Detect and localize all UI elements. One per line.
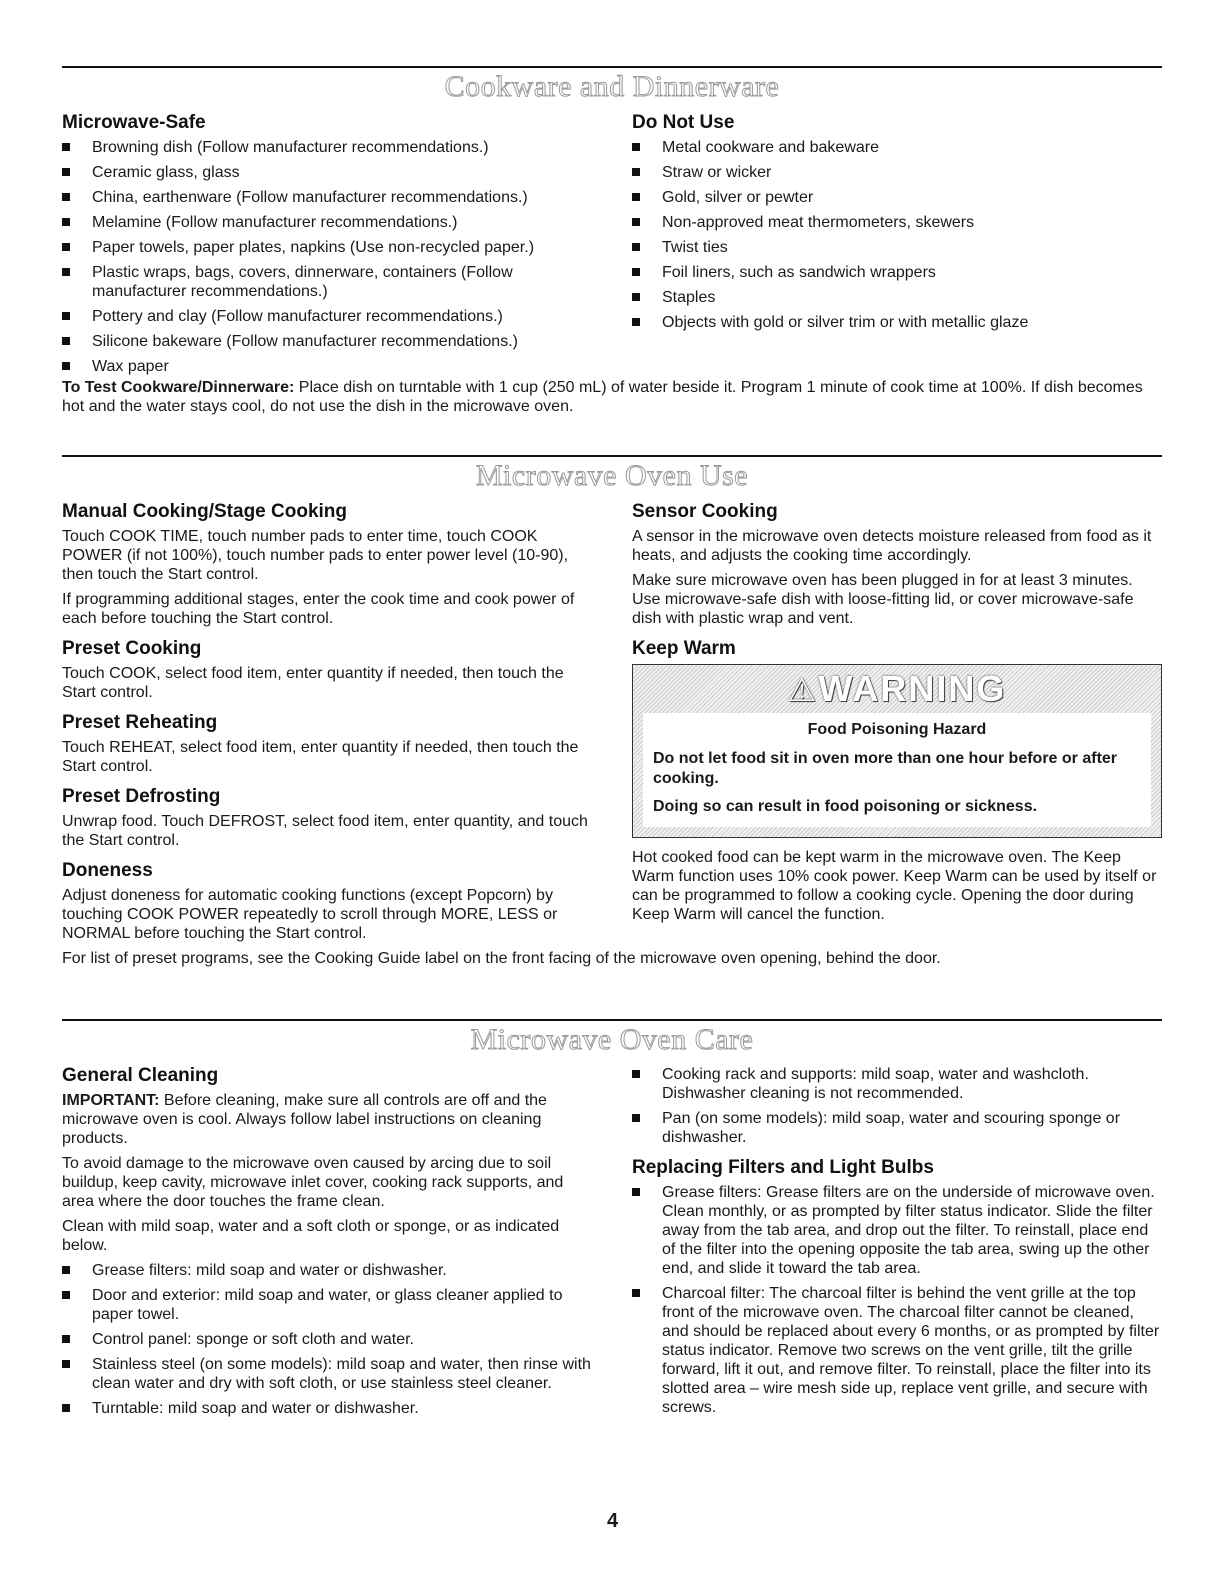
do-not-use-list (632, 138, 1162, 332)
microwave-safe-column (62, 112, 592, 382)
microwave-safe-heading: Microwave-Safe (62, 112, 206, 133)
use-right-column (632, 501, 1162, 949)
list-item: Gold, silver or pewter (632, 188, 1162, 207)
warning-line-2: Doing so can result in food poisoning or sickness. (653, 798, 1038, 815)
section-title: Microwave Oven Care (470, 1023, 754, 1056)
list-item: Wax paper (62, 357, 592, 376)
test-cookware-label: To Test Cookware/Dinnerware: (62, 379, 295, 396)
oven-care-section (62, 1019, 1162, 1424)
list-item: Silicone bakeware (Follow manufacturer recommendations.) (62, 332, 592, 351)
important-label: IMPORTANT: (62, 1092, 160, 1109)
list-item: Control panel: sponge or soft cloth and water. (62, 1330, 592, 1349)
list-item: Pottery and clay (Follow manufacturer recommendations.) (62, 307, 592, 326)
important-text: Before cleaning, make sure all controls are off and the microwave oven is cool. Always follow label instructions on cleaning products. (62, 1092, 547, 1147)
general-cleaning-heading: General Cleaning (62, 1065, 219, 1086)
hazard-title: Food Poisoning Hazard (807, 721, 987, 738)
care-right-column (632, 1065, 1162, 1424)
list-item: Grease filters: Grease filters are on the underside of microwave oven. Clean monthly, or as prompted by filter status indicator. Slide the filter away from the tab area, and drop out the filter. To reinstall, place end of the filter into the opening opposite the tab area, swing up the other end, and slide it toward the tab area. (632, 1183, 1162, 1278)
list-item: Objects with gold or silver trim or with metallic glaze (632, 313, 1162, 332)
preset-cooking-text: Touch COOK, select food item, enter quantity if needed, then touch the Start control. (62, 665, 564, 701)
list-item: Straw or wicker (632, 163, 1162, 182)
list-item: Paper towels, paper plates, napkins (Use non-recycled paper.) (62, 238, 592, 257)
page-number: 4 (606, 1510, 619, 1532)
cookware-section (62, 66, 1162, 422)
do-not-use-heading: Do Not Use (632, 112, 735, 133)
manual-cooking-p2: If programming additional stages, enter the cook time and cook power of each before touching the Start control. (62, 591, 575, 627)
list-item: Staples (632, 288, 1162, 307)
preset-cooking-heading: Preset Cooking (62, 638, 202, 659)
use-left-column (62, 501, 592, 949)
sensor-cooking-p2: Make sure microwave oven has been plugged in for at least 3 minutes. Use microwave-safe dish with loose-fitting lid, or cover microwave-safe dish with plastic wrap and vent. (632, 572, 1134, 627)
sensor-cooking-p1: A sensor in the microwave oven detects moisture released from food as it heats, and adjusts the cooking time accordingly. (632, 528, 1152, 564)
list-item: China, earthenware (Follow manufacturer recommendations.) (62, 188, 592, 207)
preset-reheating-heading: Preset Reheating (62, 712, 218, 733)
section-rule (62, 66, 1162, 68)
replacing-filters-heading: Replacing Filters and Light Bulbs (632, 1157, 934, 1178)
care-left-column (62, 1065, 592, 1424)
list-item: Browning dish (Follow manufacturer recommendations.) (62, 138, 592, 157)
do-not-use-column (632, 112, 1162, 382)
section-rule (62, 1019, 1162, 1021)
cookware-header (62, 66, 1162, 116)
microwave-safe-list (62, 138, 592, 376)
test-cookware-text: Place dish on turntable with 1 cup (250 mL) of water beside it. Program 1 minute of cook time at 100%. If dish becomes hot and the water stays cool, do not use the dish in the microwave oven. (62, 379, 1143, 415)
oven-use-section (62, 455, 1162, 974)
keep-warm-heading: Keep Warm (632, 638, 736, 659)
oven-use-header (62, 455, 1162, 505)
warning-banner (643, 665, 1151, 713)
section-rule (62, 455, 1162, 457)
list-item: Door and exterior: mild soap and water, or glass cleaner applied to paper towel. (62, 1286, 592, 1324)
warning-body (643, 713, 1151, 827)
warning-line-1: Do not let food sit in oven more than one hour before or after cooking. (653, 750, 1118, 787)
list-item: Pan (on some models): mild soap, water and scouring sponge or dishwasher. (632, 1109, 1162, 1147)
warning-box (632, 664, 1162, 838)
list-item: Turntable: mild soap and water or dishwasher. (62, 1399, 592, 1418)
section-title: Cookware and Dinnerware (444, 70, 780, 103)
general-cleaning-list (62, 1261, 592, 1418)
sensor-cooking-heading: Sensor Cooking (632, 501, 778, 522)
doneness-text: Adjust doneness for automatic cooking functions (except Popcorn) by touching COOK POWER repeatedly to scroll through MORE, LESS or NORMAL before touching the Start control. (62, 887, 558, 942)
list-item: Foil liners, such as sandwich wrappers (632, 263, 1162, 282)
list-item: Plastic wraps, bags, covers, dinnerware, containers (Follow manufacturer recommendations.) (62, 263, 592, 301)
preset-defrosting-heading: Preset Defrosting (62, 786, 221, 807)
oven-care-header (62, 1019, 1162, 1069)
care-right-list (632, 1065, 1162, 1147)
list-item: Non-approved meat thermometers, skewers (632, 213, 1162, 232)
test-cookware-paragraph (62, 378, 1162, 416)
replacing-filters-list (632, 1183, 1162, 1417)
keep-warm-text: Hot cooked food can be kept warm in the microwave oven. The Keep Warm function uses 10% cook power. Keep Warm can be used by itself or can be programmed to follow a cooking cycle. Opening the door during Keep Warm will cancel the function. (632, 849, 1157, 923)
section-title: Microwave Oven Use (475, 459, 749, 492)
list-item: Stainless steel (on some models): mild soap and water, then rinse with clean water and dry with soft cloth, or use stainless steel cleaner. (62, 1355, 592, 1393)
list-item: Twist ties (632, 238, 1162, 257)
list-item: Cooking rack and supports: mild soap, water and washcloth. Dishwasher cleaning is not recommended. (632, 1065, 1162, 1103)
manual-cooking-p1: Touch COOK TIME, touch number pads to enter time, touch COOK POWER (if not 100%), touch number pads to enter power level (10-90), then touch the Start control. (62, 528, 569, 583)
list-item: Charcoal filter: The charcoal filter is behind the vent grille at the top front of the microwave oven. The charcoal filter cannot be cleaned, and should be replaced about every 6 months, or as prompted by filter status indicator. Remove two screws on the vent grille, tilt the grille forward, lift it out, and remove filter. To reinstall, place the filter into its slotted area – wire mesh side up, replace vent grille, and secure with screws. (632, 1284, 1162, 1417)
preset-defrosting-text: Unwrap food. Touch DEFROST, select food item, enter quantity, and touch the Start control. (62, 813, 588, 849)
preset-programs-footer: For list of preset programs, see the Cooking Guide label on the front facing of the microwave oven opening, behind the door. (62, 950, 941, 967)
clean-with-paragraph: Clean with mild soap, water and a soft cloth or sponge, or as indicated below. (62, 1218, 560, 1254)
warning-triangle-icon: ⚠ (787, 672, 819, 708)
list-item: Metal cookware and bakeware (632, 138, 1162, 157)
list-item: Melamine (Follow manufacturer recommendations.) (62, 213, 592, 232)
manual-cooking-heading: Manual Cooking/Stage Cooking (62, 501, 348, 522)
doneness-heading: Doneness (62, 860, 153, 881)
warning-title: WARNING (818, 668, 1007, 709)
important-paragraph (62, 1091, 592, 1148)
list-item: Ceramic glass, glass (62, 163, 592, 182)
list-item: Grease filters: mild soap and water or dishwasher. (62, 1261, 592, 1280)
arcing-paragraph: To avoid damage to the microwave oven caused by arcing due to soil buildup, keep cavity, microwave inlet cover, cooking rack supports, and area where the door touches the frame clean. (62, 1155, 564, 1210)
preset-reheating-text: Touch REHEAT, select food item, enter quantity if needed, then touch the Start control. (62, 739, 579, 775)
